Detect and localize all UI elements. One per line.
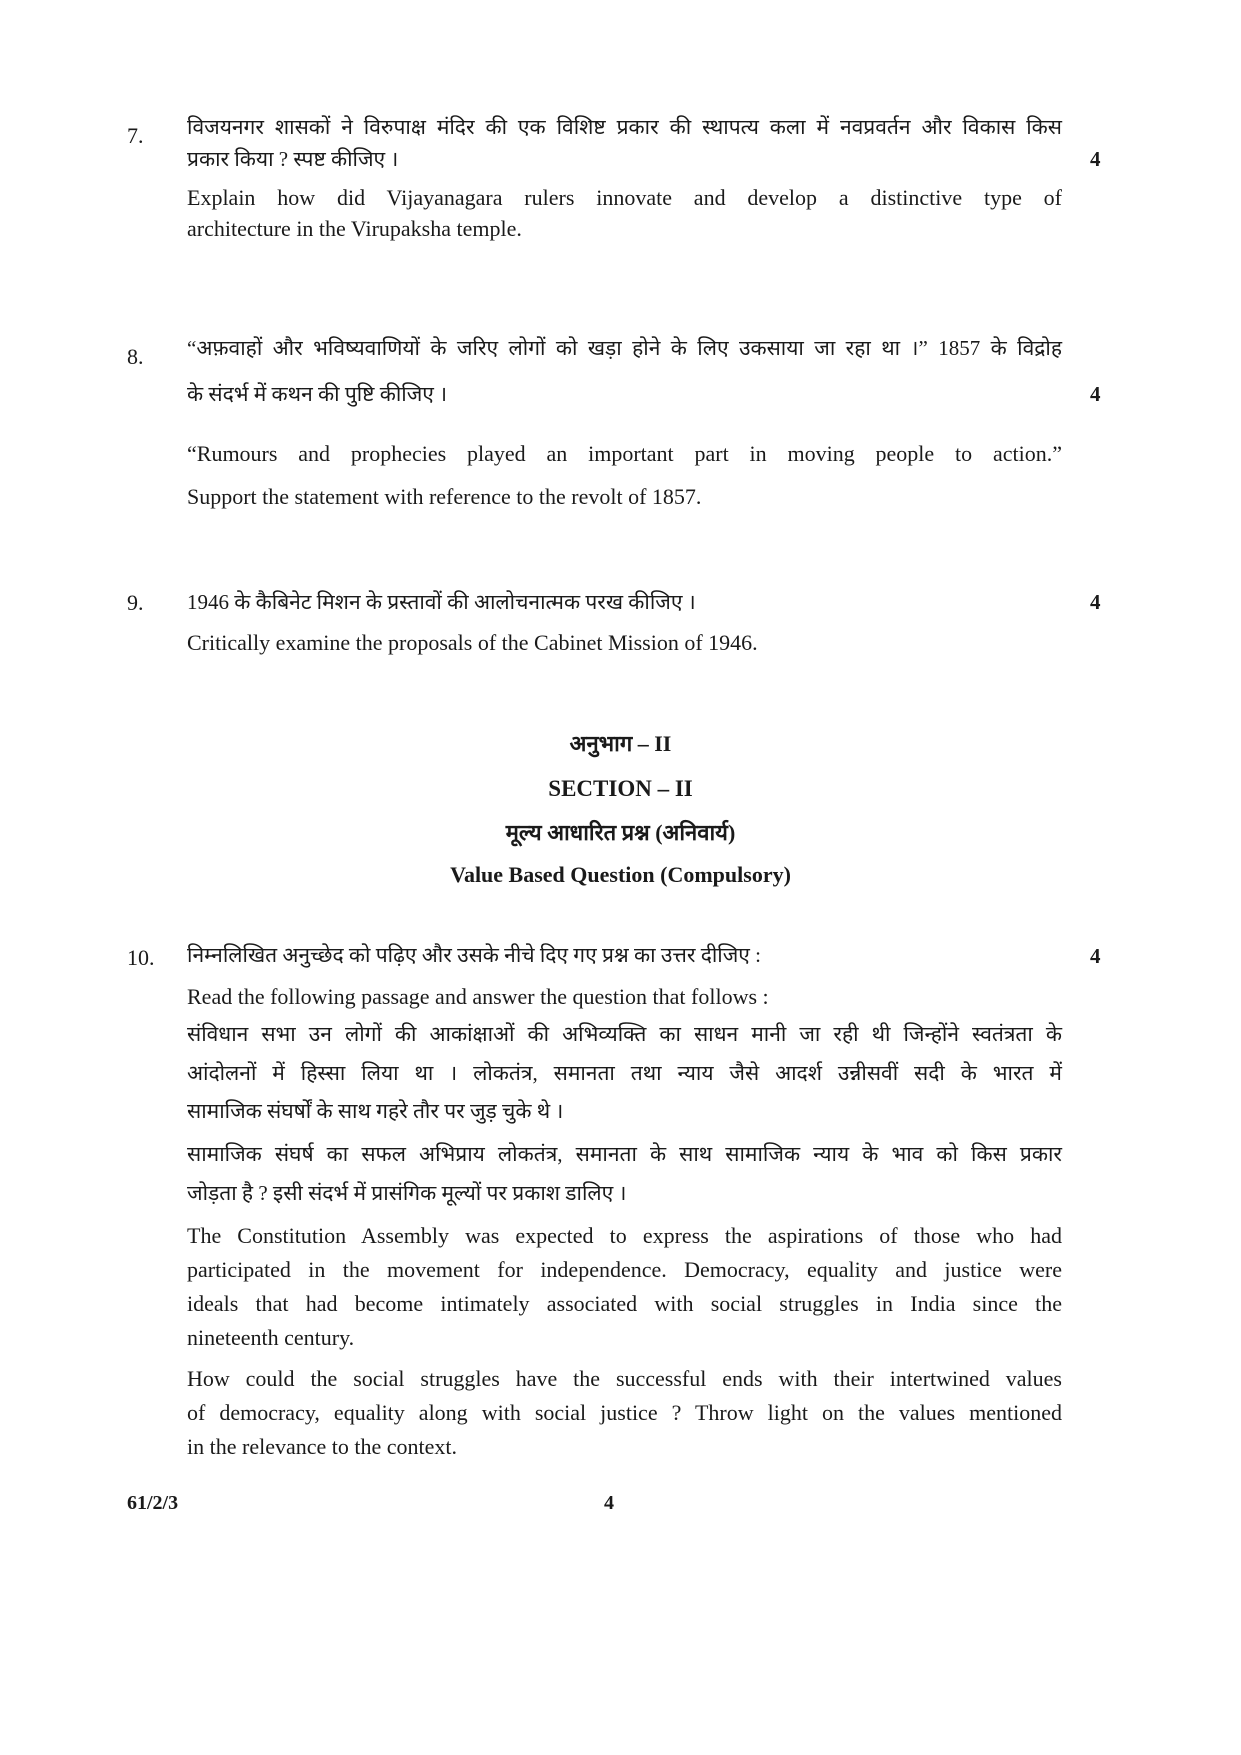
section-subtitle: Value Based Question (Compulsory) — [450, 862, 791, 887]
question-hindi-line: जोड़ता है ? इसी संदर्भ में प्रासंगिक मूल्यों पर प्रकाश डालिए । — [187, 1181, 627, 1205]
passage-english-line: The Constitution Assembly was expected to express the aspirations of those who had — [187, 1223, 1062, 1248]
question-english-line: Critically examine the proposals of the Cabinet Mission of 1946. — [187, 630, 758, 655]
question-english-line: Explain how did Vijayanagara rulers innovate and develop a distinctive type of — [187, 185, 1062, 210]
question-english-line: “Rumours and prophecies played an important part in moving people to action.” — [187, 441, 1062, 466]
question-english-line: architecture in the Virupaksha temple. — [187, 216, 522, 241]
passage-hindi-line: संविधान सभा उन लोगों की आकांक्षाओं की अभिव्यक्ति का साधन मानी जा रही थी जिन्होंने स्वतंत्रता के — [187, 1022, 1062, 1046]
question-english-instruction: Read the following passage and answer the question that follows : — [187, 984, 769, 1009]
question-hindi-line: सामाजिक संघर्ष का सफल अभिप्राय लोकतंत्र, समानता के साथ सामाजिक न्याय के भाव को किस प्रकार — [187, 1142, 1062, 1166]
question-english-line: How could the social struggles have the successful ends with their intertwined values — [187, 1366, 1062, 1391]
question-english-line: Support the statement with reference to the revolt of 1857. — [187, 484, 702, 509]
section-hindi-subtitle: मूल्य आधारित प्रश्न (अनिवार्य) — [505, 820, 736, 845]
passage-english-line: participated in the movement for independence. Democracy, equality and justice were — [187, 1257, 1062, 1282]
question-hindi-line: विजयनगर शासकों ने विरुपाक्ष मंदिर की एक विशिष्ट प्रकार की स्थापत्य कला में नवप्रवर्तन और विकास किस — [187, 115, 1062, 139]
question-english-line: in the relevance to the context. — [187, 1434, 457, 1459]
question-hindi-line: प्रकार किया ? स्पष्ट कीजिए । — [187, 147, 399, 171]
passage-english-line: ideals that had become intimately associated with social struggles in India since the — [187, 1291, 1062, 1316]
question-hindi-line: के संदर्भ में कथन की पुष्टि कीजिए । — [187, 382, 448, 406]
question-hindi-instruction: निम्नलिखित अनुच्छेद को पढ़िए और उसके नीचे दिए गए प्रश्न का उत्तर दीजिए : — [187, 943, 762, 967]
passage-english-line: nineteenth century. — [187, 1325, 355, 1350]
question-number: 7. — [127, 123, 144, 148]
marks: 4 — [1090, 147, 1101, 171]
page-number: 4 — [604, 1492, 614, 1514]
marks: 4 — [1090, 382, 1101, 406]
section-title: SECTION – II — [548, 776, 693, 801]
passage-hindi-line: सामाजिक संघर्षों के साथ गहरे तौर पर जुड़ चुके थे । — [187, 1099, 564, 1123]
paper-code: 61/2/3 — [127, 1492, 179, 1514]
passage-hindi-line: आंदोलनों में हिस्सा लिया था । लोकतंत्र, समानता तथा न्याय जैसे आदर्श उन्नीसवीं सदी के भारत में — [187, 1061, 1062, 1085]
question-hindi-line: “अफ़वाहों और भविष्यवाणियों के जरिए लोगों को खड़ा होने के लिए उकसाया जा रहा था ।” 1857 के विद्रोह — [187, 336, 1062, 360]
question-number: 10. — [127, 945, 155, 970]
marks: 4 — [1090, 590, 1101, 614]
question-number: 8. — [127, 344, 144, 369]
marks: 4 — [1090, 944, 1101, 968]
question-number: 9. — [127, 590, 144, 615]
question-english-line: of democracy, equality along with social justice ? Throw light on the values mentioned — [187, 1400, 1062, 1425]
section-hindi-title: अनुभाग – II — [569, 731, 672, 756]
question-hindi-line: 1946 के कैबिनेट मिशन के प्रस्तावों की आलोचनात्मक परख कीजिए । — [187, 590, 696, 614]
